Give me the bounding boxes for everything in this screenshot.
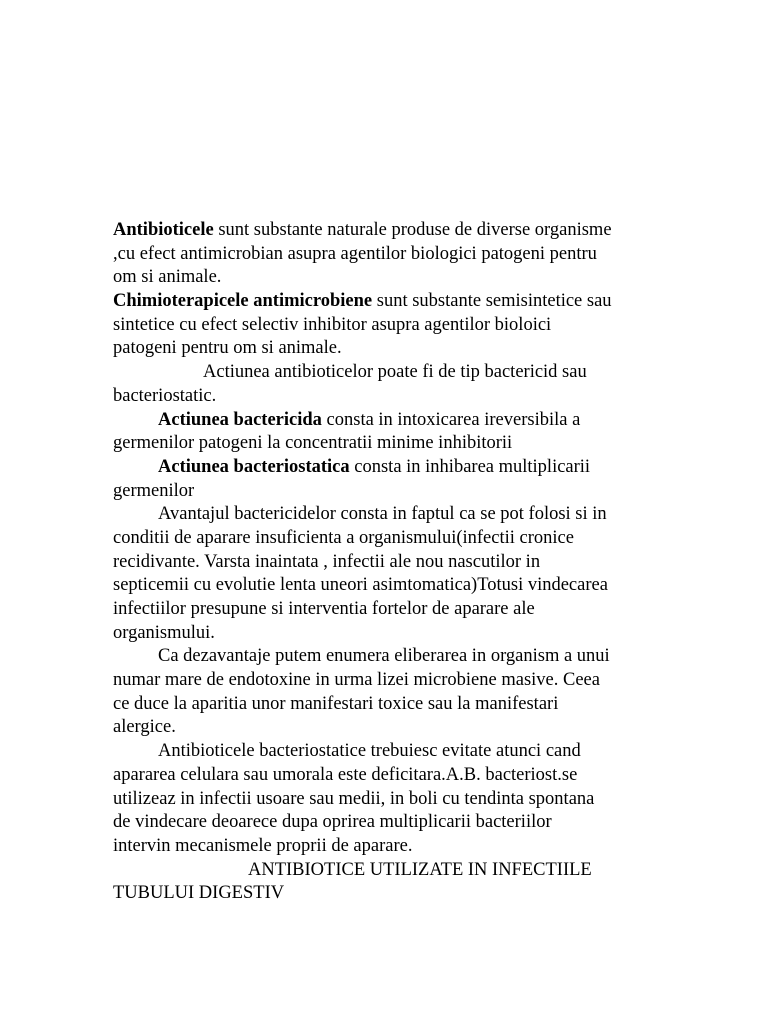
text-line: ,cu efect antimicrobian asupra agentilor biologici patogeni pentru	[113, 243, 597, 264]
bold-term: Actiunea bacteriostatica	[158, 456, 350, 477]
text-line: de vindecare deoarece dupa oprirea multiplicarii bacteriilor	[113, 812, 552, 833]
text-line: Antibioticele bacteriostatice trebuiesc evitate atunci cand	[158, 741, 581, 762]
text-line: germenilor patogeni la concentratii minime inhibitorii	[113, 433, 513, 454]
text-line: germenilor	[113, 480, 195, 501]
text-line: recidivante. Varsta inaintata , infectii ale nou nascutilor in	[113, 551, 541, 572]
text-line: conditii de aparare insuficienta a organismului(infectii cronice	[113, 527, 574, 548]
document-body	[113, 219, 658, 906]
text-line: Ca dezavantaje putem enumera eliberarea in organism a unui	[158, 646, 610, 667]
bold-term: Antibioticele	[113, 220, 214, 240]
text-line: Actiunea antibioticelor poate fi de tip bactericid sau	[203, 362, 587, 383]
text-line: apararea celulara sau umorala este deficitara.A.B. bacteriost.se	[113, 764, 578, 785]
text-line: Chimioterapicele antimicrobiene sunt substante semisintetice sau	[113, 291, 612, 312]
text-line: intervin mecanismele proprii de aparare.	[113, 835, 413, 856]
bold-term: Chimioterapicele antimicrobiene	[113, 291, 373, 312]
text-line: ce duce la aparitia unor manifestari toxice sau la manifestari	[113, 693, 559, 714]
text-line: numar mare de endotoxine in urma lizei microbiene masive. Ceea	[113, 670, 600, 691]
text-line: om si animale.	[113, 267, 222, 288]
text-line: alergice.	[113, 717, 176, 738]
text-line: Actiunea bacteriostatica consta in inhibarea multiplicarii	[158, 456, 591, 477]
text-line: organismului.	[113, 622, 215, 643]
text-line: infectiilor presupune si interventia fortelor de aparare ale	[113, 599, 535, 619]
text-line: Actiunea bactericida consta in intoxicarea ireversibila a	[158, 409, 581, 430]
text-line: sintetice cu efect selectiv inhibitor asupra agentilor bioloici	[113, 314, 552, 335]
bold-term: Actiunea bactericida	[158, 409, 322, 430]
text-line: utilizeaz in infectii usoare sau medii, in boli cu tendinta spontana	[113, 788, 595, 809]
text-line: bacteriostatic.	[113, 385, 217, 406]
section-heading: TUBULUI DIGESTIV	[113, 883, 285, 904]
text-line: Antibioticele sunt substante naturale produse de diverse organisme	[113, 220, 612, 240]
text-line: patogeni pentru om si animale.	[113, 338, 342, 359]
text-line: septicemii cu evolutie lenta uneori asimtomatica)Totusi vindecarea	[113, 575, 608, 596]
text-line: Avantajul bactericidelor consta in faptul ca se pot folosi si in	[158, 504, 607, 525]
section-heading: ANTIBIOTICE UTILIZATE IN INFECTIILE	[248, 859, 592, 880]
